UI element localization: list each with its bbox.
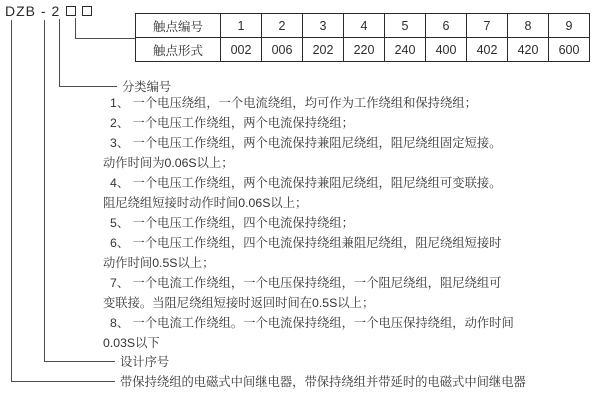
table-cell: 240	[385, 38, 426, 62]
table-cell: 9	[549, 14, 590, 38]
table-cell: 1	[221, 14, 262, 38]
table-cell: 5	[385, 14, 426, 38]
classification-item: 4、 一个电压工作绕组，两个电流保持兼阻尼绕组，阻尼绕组可变联接。	[110, 176, 502, 190]
table-cell: 600	[549, 38, 590, 62]
model-placeholder-box-2	[82, 6, 92, 16]
classification-item: 8、 一个电流工作绕组。一个电流保持绕组，一个电压保持绕组，动作时间	[110, 316, 514, 330]
connector-contact-vertical	[75, 18, 76, 39]
classification-item-continuation: 动作时间为0.06S以上；	[103, 156, 234, 170]
table-cell: 002	[221, 38, 262, 62]
connector-design-horizontal	[44, 361, 115, 362]
table-cell: 220	[344, 38, 385, 62]
classification-list	[103, 93, 600, 353]
relay-description-label: 带保持绕组的电磁式中间继电器，带保持绕组并带延时的电磁式中间继电器	[120, 375, 526, 389]
model-code	[5, 3, 92, 19]
contact-table-body	[136, 14, 590, 62]
connector-design-vertical	[44, 20, 45, 362]
classification-item-continuation: 动作时间0.5S以上；	[103, 256, 215, 270]
table-cell: 400	[426, 38, 467, 62]
table-cell: 6	[426, 14, 467, 38]
design-serial-label: 设计序号	[120, 355, 170, 369]
model-placeholder-boxes	[60, 3, 92, 19]
table-cell: 420	[508, 38, 549, 62]
classification-item-continuation: 变联接。当阻尼绕组短接时返回时间在0.5S以上；	[103, 296, 375, 310]
connector-contact-horizontal	[75, 38, 135, 39]
table-row-header: 触点编号	[136, 14, 221, 38]
connector-dzb-vertical	[11, 20, 12, 382]
classification-item-continuation: 0.03S以下	[103, 336, 160, 350]
classification-item-continuation: 阻尼绕组短接时动作时间0.06S以上；	[103, 196, 308, 210]
table-cell: 8	[508, 14, 549, 38]
classification-item: 7、 一个电流工作绕组，一个电压保持绕组，一个阻尼绕组，阻尼绕组可	[110, 276, 502, 290]
model-placeholder-box-1	[66, 6, 76, 16]
table-row	[136, 38, 590, 62]
classification-item: 5、 一个电压工作绕组，四个电流保持绕组；	[110, 216, 354, 230]
table-cell: 402	[467, 38, 508, 62]
table-cell: 7	[467, 14, 508, 38]
table-row-header: 触点形式	[136, 38, 221, 62]
connector-classification-horizontal	[59, 86, 117, 87]
classification-item: 6、 一个电压工作绕组，四个电流保持绕组兼阻尼绕组，阻尼绕组短接时	[110, 236, 502, 250]
table-cell: 3	[303, 14, 344, 38]
table-cell: 202	[303, 38, 344, 62]
connector-dzb-horizontal	[11, 381, 115, 382]
table-row	[136, 14, 590, 38]
table-cell: 4	[344, 14, 385, 38]
classification-label: 分类编号	[122, 80, 172, 94]
classification-item: 2、 一个电压工作绕组，两个电流保持绕组；	[110, 116, 354, 130]
classification-item: 1、 一个电压绕组，一个电流绕组，均可作为工作绕组和保持绕组；	[110, 96, 477, 110]
classification-item: 3、 一个电压工作绕组，两个电流保持兼阻尼绕组，阻尼绕组固定短接。	[110, 136, 502, 150]
table-cell: 006	[262, 38, 303, 62]
contact-table	[135, 13, 590, 62]
table-cell: 2	[262, 14, 303, 38]
connector-classification-vertical	[59, 19, 60, 87]
model-code-text: DZB - 2	[5, 3, 61, 19]
